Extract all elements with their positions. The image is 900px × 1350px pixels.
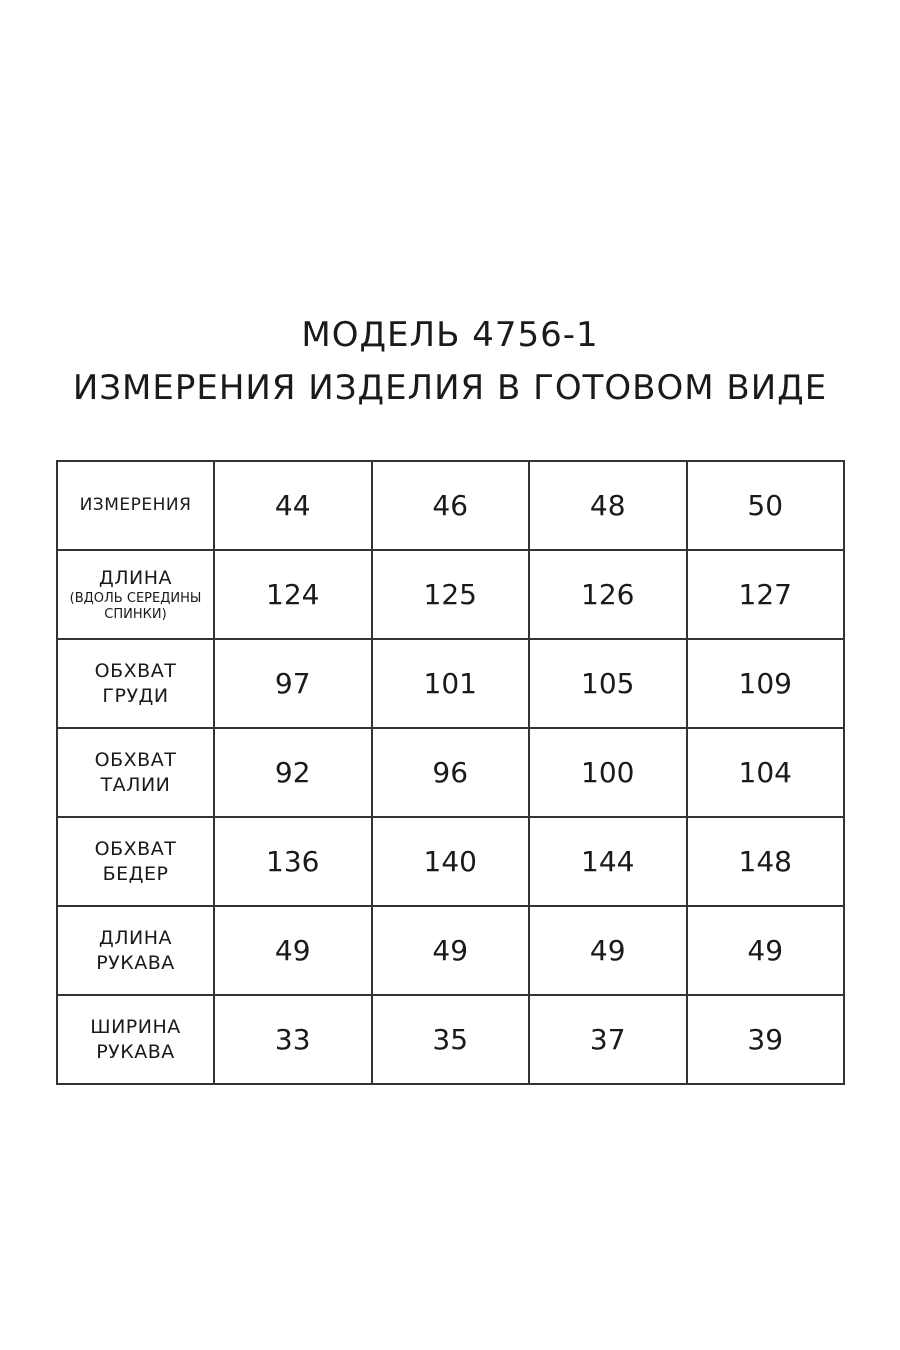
table-row — [57, 817, 844, 906]
size-header-cell: 46 — [372, 461, 530, 550]
model-title: МОДЕЛЬ 4756-1 — [301, 315, 599, 355]
table-cell: 136 — [214, 817, 372, 906]
table-row — [57, 550, 844, 639]
table-cell: 101 — [372, 639, 530, 728]
table-cell: 125 — [372, 550, 530, 639]
table-cell: 96 — [372, 728, 530, 817]
table-header-row — [57, 461, 844, 550]
row-label: ОБХВАТ ТАЛИИ — [94, 748, 177, 796]
table-cell: 49 — [687, 906, 845, 995]
header-label: ИЗМЕРЕНИЯ — [79, 495, 192, 515]
table-cell: 140 — [372, 817, 530, 906]
size-header-cell: 50 — [687, 461, 845, 550]
page-subtitle: ИЗМЕРЕНИЯ ИЗДЕЛИЯ В ГОТОВОМ ВИДЕ — [72, 368, 828, 408]
table-cell: 148 — [687, 817, 845, 906]
table-cell: 39 — [687, 995, 845, 1084]
header-label-cell — [57, 461, 214, 550]
table-cell: 126 — [529, 550, 687, 639]
table-cell: 109 — [687, 639, 845, 728]
row-label-cell — [57, 639, 214, 728]
table-cell: 104 — [687, 728, 845, 817]
table-row — [57, 728, 844, 817]
table-cell: 144 — [529, 817, 687, 906]
table-cell: 35 — [372, 995, 530, 1084]
table-cell: 49 — [372, 906, 530, 995]
row-label: ДЛИНА — [98, 567, 173, 589]
row-label: ОБХВАТ ГРУДИ — [94, 659, 177, 707]
row-label-cell — [57, 728, 214, 817]
size-table — [56, 460, 845, 1085]
table-cell: 49 — [214, 906, 372, 995]
row-label-cell — [57, 995, 214, 1084]
row-label: ДЛИНА РУКАВА — [96, 926, 175, 974]
row-sublabel: (ВДОЛЬ СЕРЕДИНЫ СПИНКИ) — [69, 591, 202, 622]
table-cell: 105 — [529, 639, 687, 728]
table-cell: 127 — [687, 550, 845, 639]
table-cell: 100 — [529, 728, 687, 817]
row-label: ОБХВАТ БЕДЕР — [94, 837, 177, 885]
table-cell: 97 — [214, 639, 372, 728]
table-cell: 49 — [529, 906, 687, 995]
size-header-cell: 48 — [529, 461, 687, 550]
table-cell: 92 — [214, 728, 372, 817]
size-header-cell: 44 — [214, 461, 372, 550]
table-cell: 37 — [529, 995, 687, 1084]
table-cell: 124 — [214, 550, 372, 639]
row-label: ШИРИНА РУКАВА — [90, 1015, 181, 1063]
row-label-cell — [57, 550, 214, 639]
table-cell: 33 — [214, 995, 372, 1084]
row-label-cell — [57, 817, 214, 906]
table-row — [57, 639, 844, 728]
table-row — [57, 906, 844, 995]
row-label-cell — [57, 906, 214, 995]
table-row — [57, 995, 844, 1084]
